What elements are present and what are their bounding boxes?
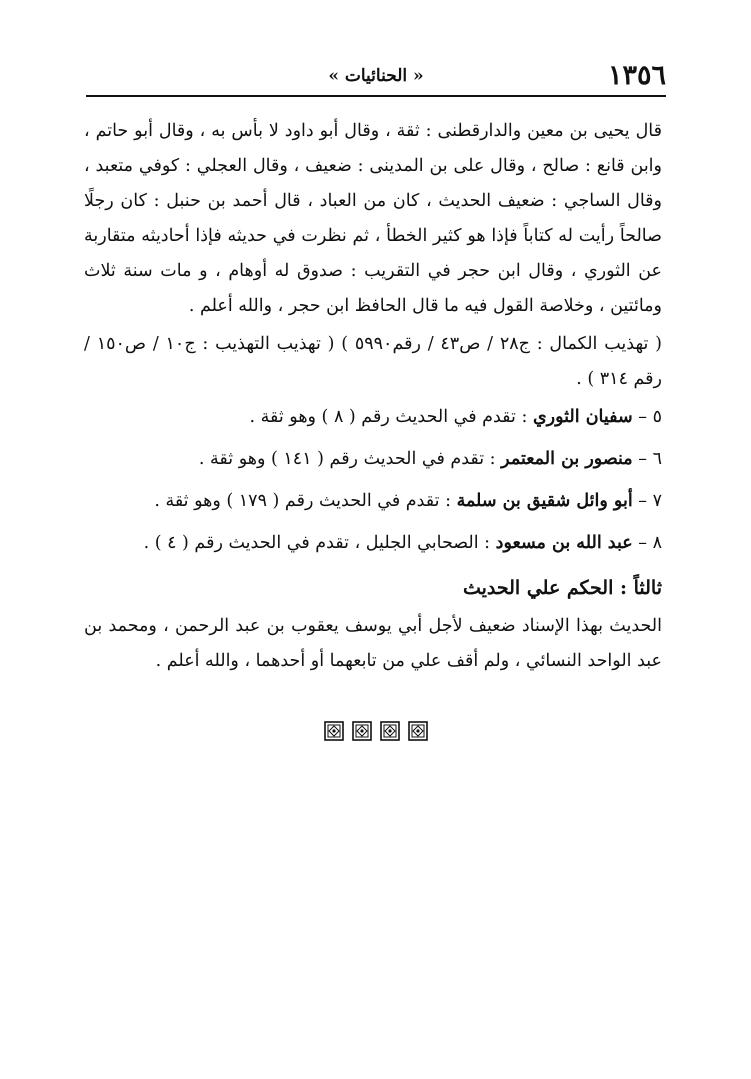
header-rule <box>86 95 666 97</box>
ornament-row <box>0 721 751 745</box>
page-body <box>84 114 662 679</box>
narrator-name: أبو وائل شقيق بن سلمة <box>456 491 633 511</box>
narrator-name: عبد الله بن مسعود <box>495 533 633 553</box>
narrator-number: ٥ – <box>638 407 662 427</box>
narrator-entry <box>84 487 662 515</box>
ruling-paragraph: الحديث بهذا الإسناد ضعيف لأجل أبي يوسف يعقوب بن عبد الرحمن ، ومحمد بن عبد الواحد النسائي ، ولم أقف علي من تابعهما أو أحدهما ، والله أعلم . <box>84 616 662 671</box>
narrator-note: : الصحابي الجليل ، تقدم في الحديث رقم ( ٤ ) . <box>143 533 491 553</box>
narrator-number: ٧ – <box>638 491 662 511</box>
narrator-evaluation-paragraph: قال يحيى بن معين والدارقطنى : ثقة ، وقال أبو داود لا بأس به ، وقال أبو حاتم ، وابن قانع : صالح ، وقال على بن المدينى : ضعيف ، وقال العجلي : كوفي متعبد ، وقال الساجي : ضعيف الحديث ، كان من العباد ، قال أحمد بن حنبل : كان رجلًا صالحاً رأيت له كتاباً فإذا هو كثير الخطأ ، ثم نظرت في حديثه فإذا أحاديثه متقاربة عن الثوري ، وقال ابن حجر في التقريب : صدوق له أوهام ، و مات سنة ثلاث ومائتين ، وخلاصة القول فيه ما قال الحافظ ابن حجر ، والله أعلم . <box>84 121 662 316</box>
reference-paragraph: ( تهذيب الكمال : ج٢٨ / ص٤٣ / رقم٥٩٩٠ ) ( تهذيب التهذيب : ج١٠ / ص١٥٠ / رقم ٣١٤ ) . <box>84 334 662 389</box>
narrator-entry <box>84 403 662 431</box>
narrator-number: ٨ – <box>638 533 662 553</box>
narrator-note: : تقدم في الحديث رقم ( ١٧٩ ) وهو ثقة . <box>154 491 451 511</box>
section-heading: ثالثاً : الحكم علي الحديث <box>462 577 662 599</box>
narrator-entry <box>84 529 662 557</box>
ornamental-square-icon <box>408 721 428 741</box>
narrator-name: سفيان الثوري <box>532 407 633 427</box>
ornamental-square-icon <box>324 721 344 741</box>
narrator-number: ٦ – <box>638 449 662 469</box>
ornamental-square-icon <box>380 721 400 741</box>
page-header <box>86 60 666 94</box>
narrator-note: : تقدم في الحديث رقم ( ١٤١ ) وهو ثقة . <box>198 449 496 469</box>
page-number: ١٣٥٦ <box>607 60 666 91</box>
narrator-note: : تقدم في الحديث رقم ( ٨ ) وهو ثقة . <box>249 407 528 427</box>
running-title: « الحنائيات » <box>328 66 424 86</box>
narrator-name: منصور بن المعتمر <box>501 449 633 469</box>
ornamental-square-icon <box>352 721 372 741</box>
narrator-entry <box>84 445 662 473</box>
